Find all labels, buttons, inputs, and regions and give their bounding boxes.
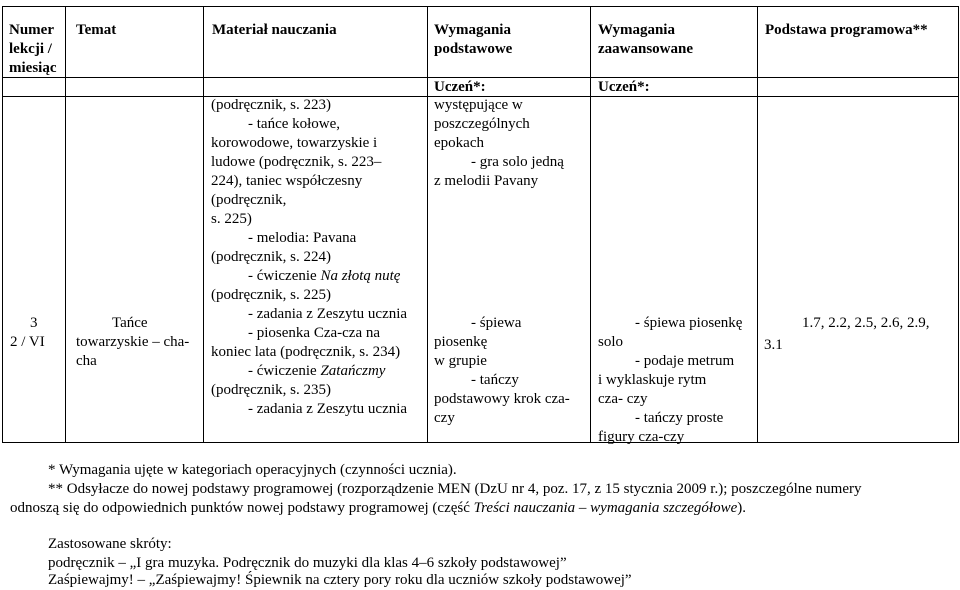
basic-req-line: z melodii Pavany bbox=[434, 173, 539, 189]
abbreviations-title: Zastosowane skróty: bbox=[48, 536, 172, 552]
material-line: (podręcznik, s. 235) bbox=[211, 382, 331, 398]
material-line: (podręcznik, s. 225) bbox=[211, 287, 331, 303]
header-zaawansowane-line2: zaawansowane bbox=[598, 41, 694, 57]
advanced-req-line: - tańczy proste bbox=[635, 410, 724, 426]
advanced-req-line: figury cza-czy bbox=[598, 429, 685, 445]
advanced-req-line: - podaje metrum bbox=[635, 353, 735, 369]
curriculum-refs: 1.7, 2.2, 2.5, 2.6, 2.9, bbox=[802, 315, 930, 331]
footnote-text: ). bbox=[737, 500, 746, 516]
advanced-req-line: i wyklaskuje rytm bbox=[598, 372, 707, 388]
material-line-exercise bbox=[248, 267, 400, 286]
material-line: - zadania z Zeszytu ucznia bbox=[248, 306, 408, 322]
exercise-prefix: - ćwiczenie bbox=[248, 268, 321, 284]
curriculum-ref-3-1: 3.1 bbox=[764, 337, 783, 353]
lesson-month: 2 / VI bbox=[10, 334, 45, 350]
uczen-podstawowe-label: Uczeń*: bbox=[434, 79, 486, 95]
col-divider-5 bbox=[757, 6, 758, 443]
basic-req-line: piosenkę bbox=[434, 334, 488, 350]
material-line: 224), taniec współczesny bbox=[211, 173, 363, 189]
advanced-req-line: cza- czy bbox=[598, 391, 648, 407]
material-line-exercise bbox=[248, 362, 385, 381]
basic-req-line: poszczególnych bbox=[434, 116, 530, 132]
advanced-req-line: solo bbox=[598, 334, 624, 350]
header-podstawowe-line1: Wymagania bbox=[434, 22, 511, 38]
basic-req-line: - śpiewa bbox=[471, 315, 522, 331]
material-line: - zadania z Zeszytu ucznia bbox=[248, 401, 408, 417]
material-line: koniec lata (podręcznik, s. 234) bbox=[211, 344, 401, 360]
material-line: - tańce kołowe, bbox=[248, 116, 341, 132]
exercise-prefix: - ćwiczenie bbox=[248, 363, 321, 379]
table-top-border bbox=[2, 6, 959, 7]
header-material: Materiał nauczania bbox=[212, 22, 337, 38]
exercise-title: Zatańczmy bbox=[320, 363, 386, 379]
basic-req-line: w grupie bbox=[434, 353, 487, 369]
basic-req-line: epokach bbox=[434, 135, 484, 151]
topic-line1: Tańce bbox=[112, 315, 148, 331]
footnote-curriculum-line1: ** Odsyłacze do nowej podstawy programowej (rozporządzenie MEN (DzU nr 4, poz. 17, z 15 stycznia 2009 r.); poszczególne numery bbox=[48, 481, 862, 497]
table-right-border bbox=[958, 6, 959, 443]
topic-line2: towarzyskie – cha- bbox=[76, 334, 190, 350]
topic-line3: cha bbox=[76, 353, 97, 369]
abbreviation-zaspiewajmy: Zaśpiewajmy! – „Zaśpiewajmy! Śpiewnik na cztery pory roku dla uczniów szkoły podstawowej” bbox=[48, 572, 632, 588]
material-line: (podręcznik, s. 224) bbox=[211, 249, 331, 265]
col-divider-3 bbox=[427, 6, 428, 443]
table-left-border bbox=[2, 6, 3, 443]
material-line: (podręcznik, bbox=[211, 192, 287, 208]
header-numer-line2: lekcji / bbox=[9, 41, 52, 57]
exercise-title: Na złotą nutę bbox=[320, 268, 401, 284]
col-divider-4 bbox=[590, 6, 591, 443]
abbreviation-podrecznik: podręcznik – „I gra muzyka. Podręcznik do muzyki dla klas 4–6 szkoły podstawowej” bbox=[48, 555, 567, 571]
uczen-zaawansowane-label: Uczeń*: bbox=[598, 79, 650, 95]
basic-req-line: występujące w bbox=[434, 97, 523, 113]
footnote-requirements: * Wymagania ujęte w kategoriach operacyjnych (czynności ucznia). bbox=[48, 462, 457, 478]
basic-req-line: podstawowy krok cza- bbox=[434, 391, 570, 407]
basic-req-line: - gra solo jedną bbox=[471, 154, 564, 170]
header-temat: Temat bbox=[76, 22, 117, 38]
col-divider-1 bbox=[65, 6, 66, 443]
header-podstawa-programowa: Podstawa programowa** bbox=[765, 22, 928, 38]
material-line: - melodia: Pavana bbox=[248, 230, 357, 246]
material-line: - piosenka Cza-cza na bbox=[248, 325, 381, 341]
footnote-italic-text: Treści nauczania – wymagania szczegółowe bbox=[473, 500, 738, 516]
material-line: s. 225) bbox=[211, 211, 252, 227]
advanced-req-line: - śpiewa piosenkę bbox=[635, 315, 743, 331]
material-line: (podręcznik, s. 223) bbox=[211, 97, 331, 113]
material-line: ludowe (podręcznik, s. 223– bbox=[211, 154, 382, 170]
header-numer-line3: miesiąc bbox=[9, 60, 57, 76]
lesson-number: 3 bbox=[30, 315, 38, 331]
basic-req-line: czy bbox=[434, 410, 455, 426]
material-line: korowodowe, towarzyskie i bbox=[211, 135, 378, 151]
footnote-curriculum-line2 bbox=[10, 499, 746, 518]
col-divider-2 bbox=[203, 6, 204, 443]
header-numer-line1: Numer bbox=[9, 22, 54, 38]
footnote-text: odnoszą się do odpowiednich punktów nowej podstawy programowej (część bbox=[10, 500, 474, 516]
header-podstawowe-line2: podstawowe bbox=[434, 41, 513, 57]
basic-req-line: - tańczy bbox=[471, 372, 519, 388]
header-zaawansowane-line1: Wymagania bbox=[598, 22, 675, 38]
table-bottom-border bbox=[2, 442, 959, 443]
